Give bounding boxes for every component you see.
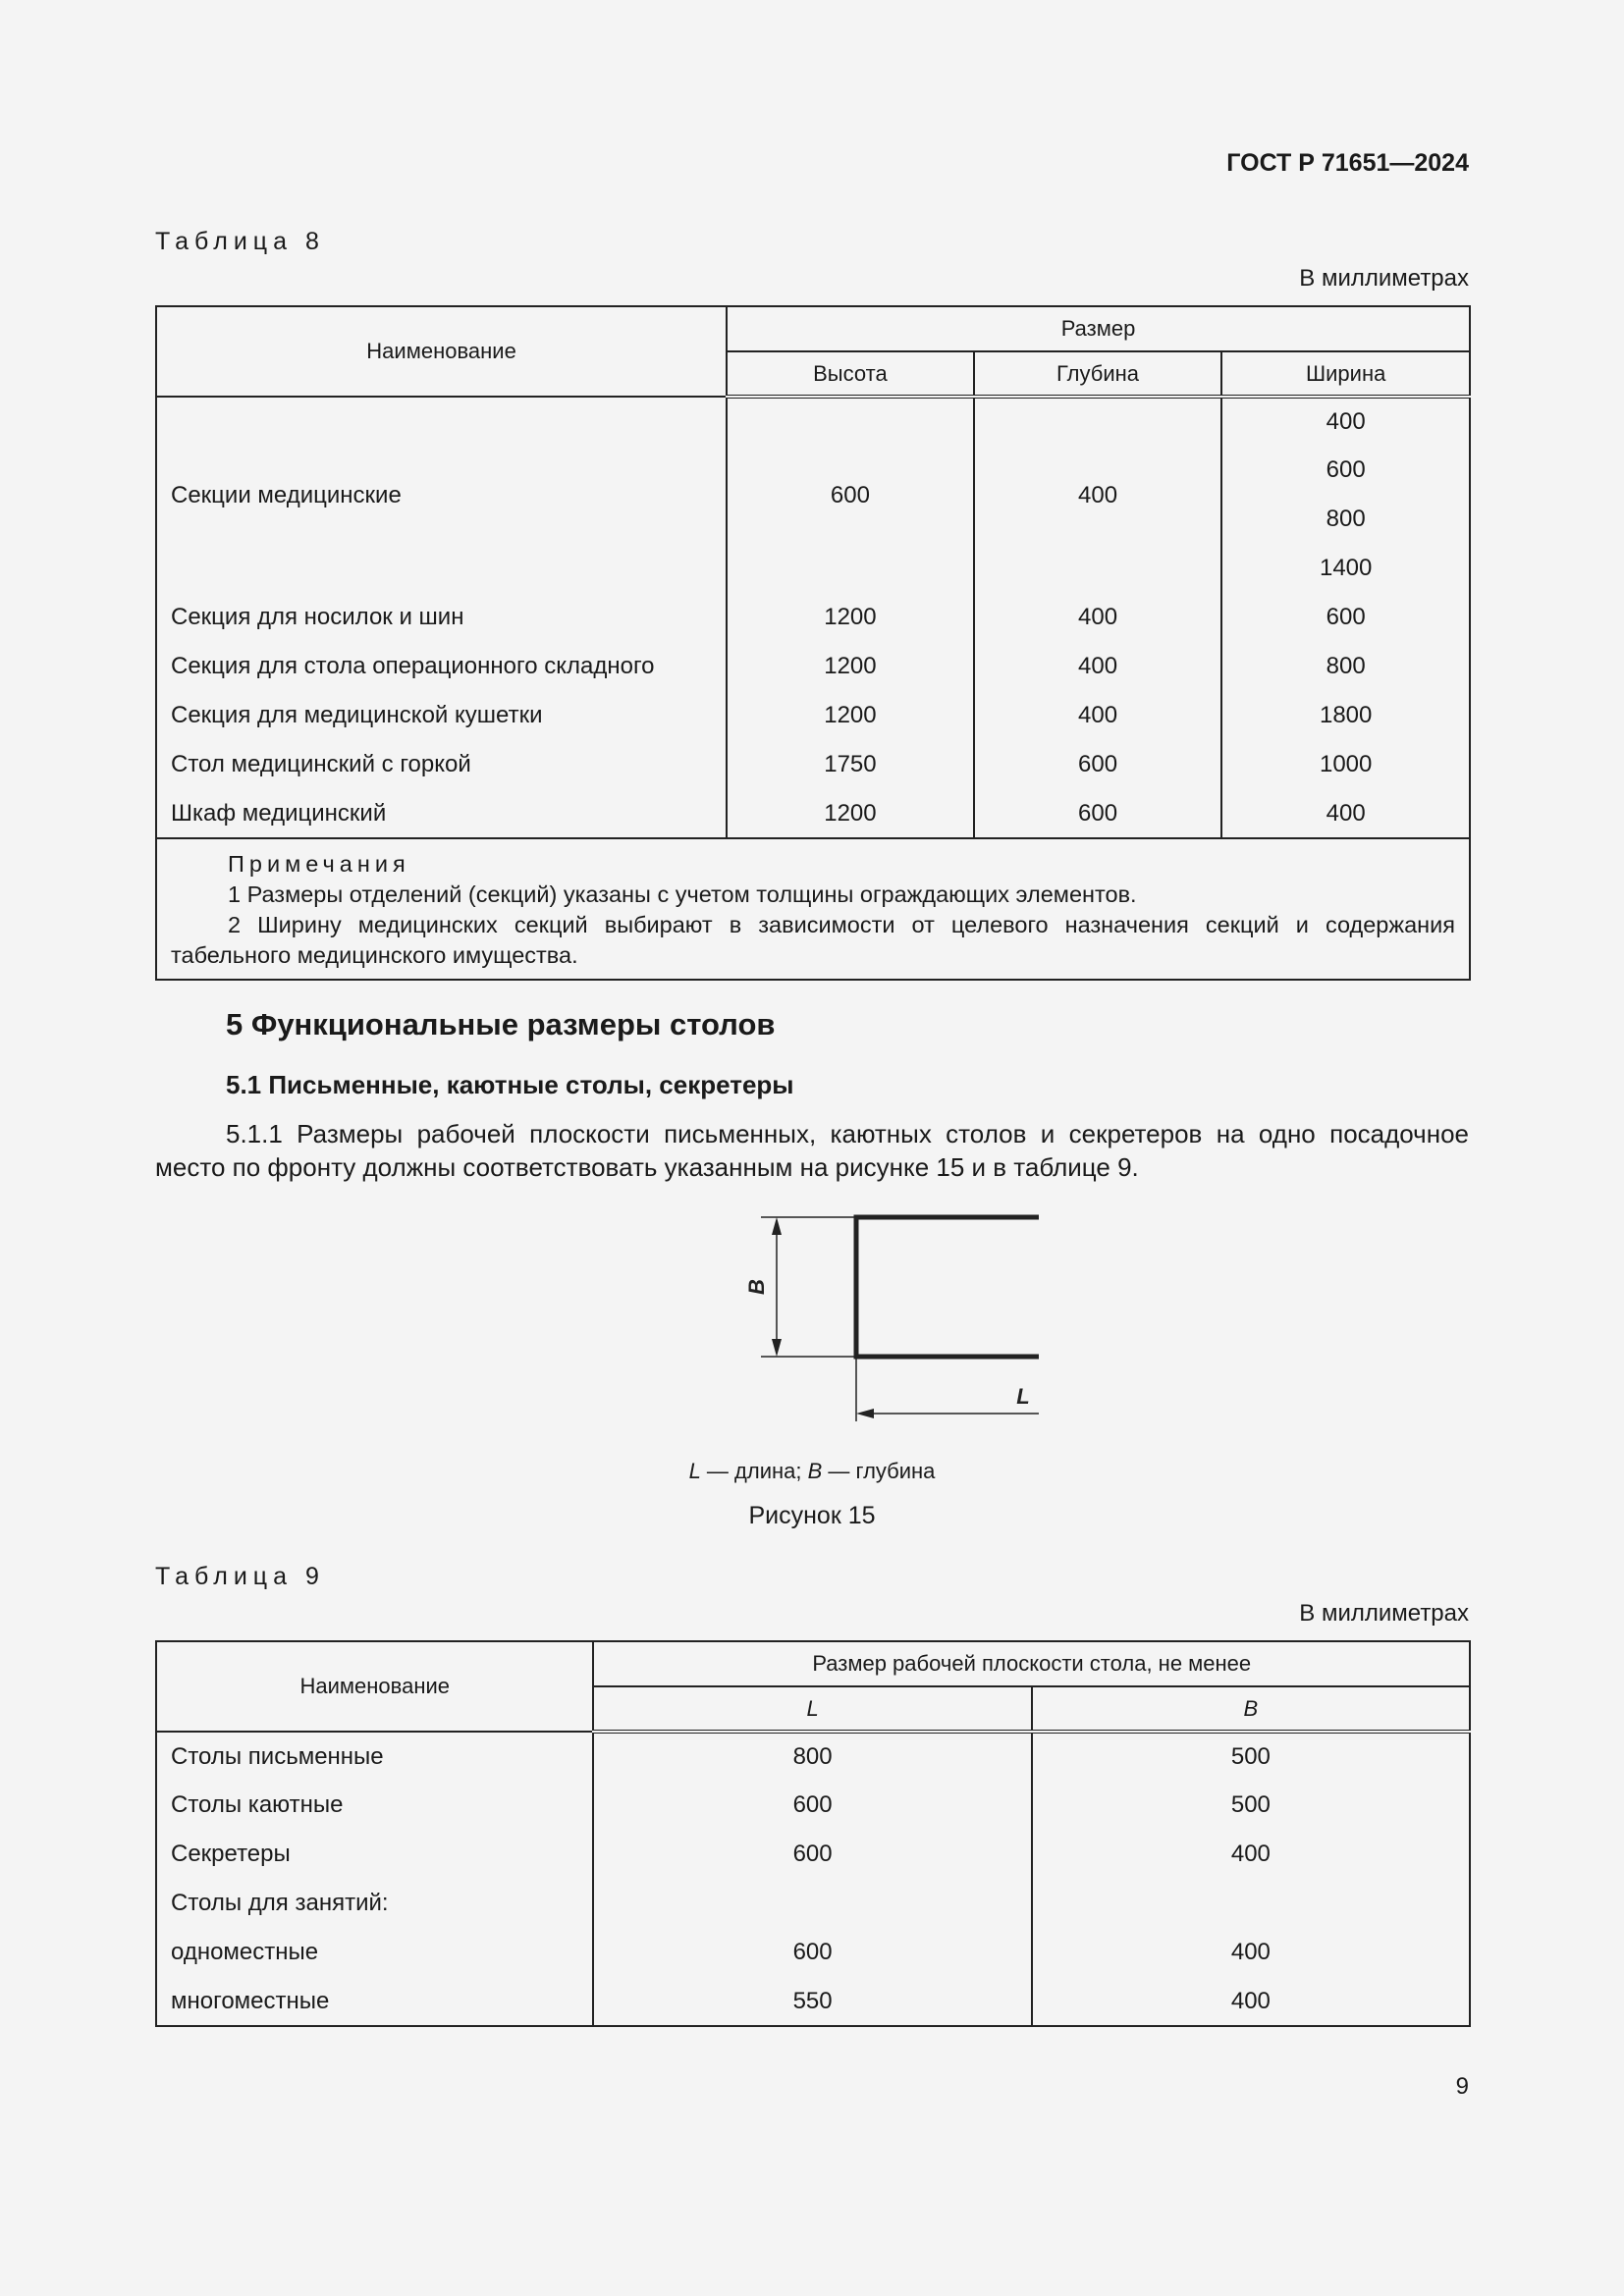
row-name: Секции медицинские [156, 397, 727, 593]
figure-15-caption: Рисунок 15 [748, 1502, 876, 1529]
table-row [156, 1781, 1470, 1830]
table8-col-depth: Глубина [974, 351, 1222, 397]
note-1: 1 Размеры отделений (секций) указаны с учетом толщины ограждающих элементов. [228, 881, 1137, 907]
table-row [156, 1977, 1470, 2026]
row-name: Шкаф медицинский [156, 789, 727, 838]
standard-number: ГОСТ Р 71651—2024 [1226, 149, 1469, 177]
section-5-1-heading: 5.1 Письменные, каютные столы, секретеры [226, 1070, 794, 1099]
row-b: 400 [1032, 1928, 1470, 1977]
table9-col-b: B [1032, 1686, 1470, 1732]
table8-notes [155, 839, 1471, 981]
table-row [156, 1928, 1470, 1977]
table8-col-size: Размер [727, 306, 1470, 351]
table8 [155, 305, 1471, 839]
table8-caption: Таблица 8 [155, 228, 325, 255]
row-height: 1200 [727, 593, 974, 642]
dimension-label-b: B [744, 1279, 769, 1295]
table-row [156, 691, 1470, 740]
row-l: 600 [593, 1928, 1031, 1977]
row-width: 1400 [1221, 544, 1470, 593]
row-name: Столы для занятий: [156, 1879, 593, 1928]
table-row [156, 642, 1470, 691]
row-name: Секция для носилок и шин [156, 593, 727, 642]
table8-col-name: Наименование [156, 306, 727, 397]
row-name: Столы письменные [156, 1732, 593, 1781]
table9-col-name: Наименование [156, 1641, 593, 1732]
legend-b: B [807, 1459, 823, 1483]
notes-title: Примечания [228, 851, 410, 877]
row-height: 1750 [727, 740, 974, 789]
row-height: 600 [727, 397, 974, 593]
arrow-left-icon [856, 1409, 874, 1418]
row-width: 1800 [1221, 691, 1470, 740]
row-height: 1200 [727, 691, 974, 740]
table8-col-height: Высота [727, 351, 974, 397]
row-depth: 400 [974, 397, 1222, 593]
legend-l-text: — длина; [700, 1459, 808, 1483]
table9-col-l: L [593, 1686, 1031, 1732]
table9-caption: Таблица 9 [155, 1563, 325, 1590]
row-width: 800 [1221, 495, 1470, 544]
table-row [156, 397, 1470, 446]
row-name: одноместные [156, 1928, 593, 1977]
row-depth: 600 [974, 740, 1222, 789]
table-row [156, 1732, 1470, 1781]
paragraph-5-1-1: 5.1.1 Размеры рабочей плоскости письменных, каютных столов и секретеров на одно посадочное место по фронту должны соответствовать указанным на рисунке 15 и в таблице 9. [155, 1119, 1469, 1182]
row-b [1032, 1879, 1470, 1928]
row-width: 600 [1221, 446, 1470, 495]
table8-col-width: Ширина [1221, 351, 1470, 397]
row-name: Стол медицинский с горкой [156, 740, 727, 789]
table-row [156, 593, 1470, 642]
row-l: 550 [593, 1977, 1031, 2026]
legend-l: L [688, 1459, 701, 1483]
figure-15-legend [155, 1459, 1469, 1484]
row-name: Столы каютные [156, 1781, 593, 1830]
row-l: 600 [593, 1781, 1031, 1830]
row-name: Секция для медицинской кушетки [156, 691, 727, 740]
table-surface-rect [856, 1217, 1039, 1357]
row-width: 400 [1221, 789, 1470, 838]
row-width: 400 [1221, 397, 1470, 446]
row-height: 1200 [727, 789, 974, 838]
table-row [156, 789, 1470, 838]
table8-units: В миллиметрах [1299, 265, 1469, 292]
row-width: 600 [1221, 593, 1470, 642]
row-name: Секция для стола операционного складного [156, 642, 727, 691]
row-depth: 400 [974, 691, 1222, 740]
figure-15-drawing [587, 1211, 1039, 1427]
arrow-up-icon [772, 1217, 782, 1235]
table-row [156, 1879, 1470, 1928]
row-b: 400 [1032, 1977, 1470, 2026]
section-5-heading: 5 Функциональные размеры столов [226, 1007, 776, 1041]
table9-col-size: Размер рабочей плоскости стола, не менее [593, 1641, 1470, 1686]
legend-b-text: — глубина [822, 1459, 936, 1483]
table-row [156, 740, 1470, 789]
table9 [155, 1640, 1471, 2027]
table-row [156, 1830, 1470, 1879]
row-b: 500 [1032, 1732, 1470, 1781]
row-l: 600 [593, 1830, 1031, 1879]
row-depth: 400 [974, 593, 1222, 642]
page-number: 9 [1455, 2073, 1469, 2100]
row-depth: 400 [974, 642, 1222, 691]
row-width: 1000 [1221, 740, 1470, 789]
dimension-label-l: L [1016, 1384, 1030, 1409]
note-2: 2 Ширину медицинских секций выбирают в зависимости от целевого назначения секций и содержания табельного медицинского имущества. [171, 912, 1455, 968]
row-height: 1200 [727, 642, 974, 691]
row-b: 400 [1032, 1830, 1470, 1879]
table9-units: В миллиметрах [1299, 1600, 1469, 1627]
row-l: 800 [593, 1732, 1031, 1781]
row-name: многоместные [156, 1977, 593, 2026]
row-b: 500 [1032, 1781, 1470, 1830]
arrow-down-icon [772, 1339, 782, 1357]
row-width: 800 [1221, 642, 1470, 691]
row-depth: 600 [974, 789, 1222, 838]
row-l [593, 1879, 1031, 1928]
row-name: Секретеры [156, 1830, 593, 1879]
